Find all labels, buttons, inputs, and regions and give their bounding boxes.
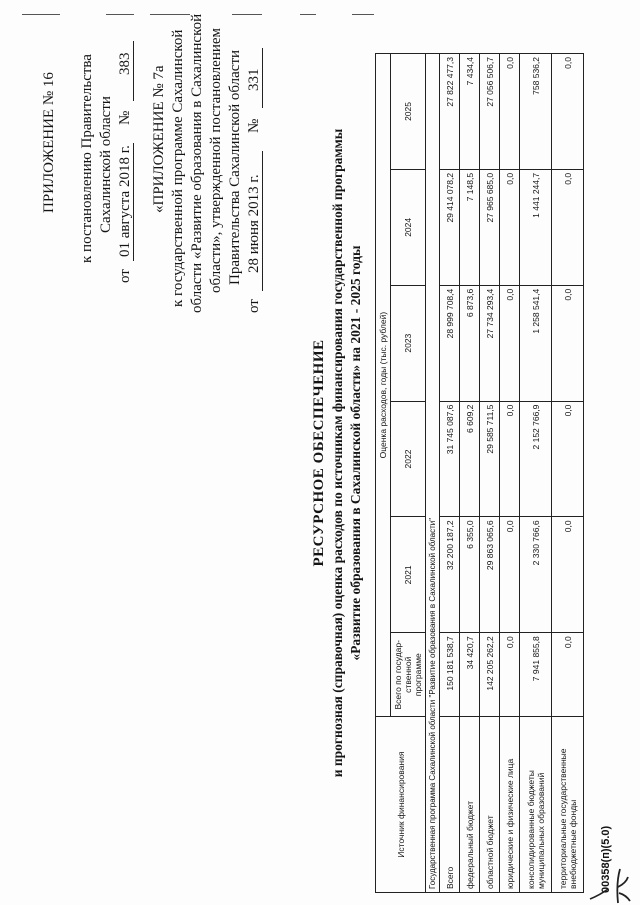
row-total: 0,0 — [552, 633, 584, 717]
program-row — [426, 54, 440, 893]
row-value: 0,0 — [500, 285, 520, 401]
row-value: 1 441 244,7 — [520, 169, 552, 285]
row-value: 7 148,5 — [460, 169, 480, 285]
row-value: 32 200 187,2 — [440, 517, 460, 633]
row-total: 34 420,7 — [460, 633, 480, 717]
previous-appendix-line: к государственной программе Сахалинской — [170, 29, 186, 307]
appendix-line: к постановлению Правительства — [79, 54, 95, 263]
row-value: 31 745 087,6 — [440, 401, 460, 517]
row-value: 0,0 — [500, 401, 520, 517]
table-row — [480, 54, 500, 893]
handwritten-mark — [586, 865, 632, 905]
row-value: 0,0 — [500, 517, 520, 633]
header-total: Всего по государ-ственной программе — [391, 633, 426, 717]
row-value: 27 822 477,3 — [440, 54, 460, 170]
number-underline — [262, 48, 263, 108]
row-value: 0,0 — [552, 517, 584, 633]
table-header-row — [376, 54, 391, 893]
row-value: 0,0 — [552, 54, 584, 170]
document-code: 00358(п)(5.0) — [600, 825, 612, 893]
previous-appendix-date: 28 июня 2013 г. — [246, 174, 262, 273]
row-label: Всего — [440, 717, 460, 893]
header-year: 2022 — [391, 401, 426, 517]
appendix-date: 01 августа 2018 г. — [117, 145, 133, 257]
appendix-date-line — [116, 23, 136, 283]
row-label: федеральный бюджет — [460, 717, 480, 893]
row-value: 29 414 078,2 — [440, 169, 460, 285]
header-source: Источник финансирования — [376, 717, 426, 893]
appendix-line: Сахалинской области — [98, 96, 114, 233]
row-label: территориальные государственные внебюджетные фонды — [552, 717, 584, 893]
row-value: 6 873,6 — [460, 285, 480, 401]
previous-appendix-title: «ПРИЛОЖЕНИЕ № 7а — [151, 65, 167, 213]
document-heading: РЕСУРСНОЕ ОБЕСПЕЧЕНИЕ — [311, 339, 327, 567]
row-value: 758 536,2 — [520, 54, 552, 170]
number-underline — [133, 41, 134, 101]
header-year: 2024 — [391, 169, 426, 285]
table-row — [500, 54, 520, 893]
date-underline — [262, 151, 263, 291]
appendix-number: 383 — [117, 52, 133, 75]
previous-appendix-line: Правительства Сахалинской области — [227, 49, 243, 285]
date-underline — [133, 143, 134, 261]
row-total: 142 205 262,2 — [480, 633, 500, 717]
row-value: 0,0 — [552, 401, 584, 517]
header-estimate: Оценка расходов, годы (тыс. рублей) — [376, 54, 391, 717]
row-value: 27 056 506,7 — [480, 54, 500, 170]
row-value: 6 609,2 — [460, 401, 480, 517]
header-year: 2021 — [391, 517, 426, 633]
row-value: 29 585 711,5 — [480, 401, 500, 517]
row-value: 1 258 541,4 — [520, 285, 552, 401]
previous-appendix-line: области», утвержденной постановлением — [208, 27, 224, 293]
row-value: 7 434,4 — [460, 54, 480, 170]
date-prefix: от — [117, 269, 133, 283]
row-value: 28 999 708,4 — [440, 285, 460, 401]
row-value: 27 734 293,4 — [480, 285, 500, 401]
table-row — [552, 54, 584, 893]
table-row — [440, 54, 460, 893]
row-total: 0,0 — [500, 633, 520, 717]
funding-table — [375, 53, 584, 893]
previous-appendix-date-line — [245, 13, 265, 313]
row-value: 6 355,0 — [460, 517, 480, 633]
number-sign: № — [117, 110, 133, 125]
row-value: 29 863 065,6 — [480, 517, 500, 633]
appendix-title: ПРИЛОЖЕНИЕ № 16 — [41, 72, 57, 213]
table-row — [520, 54, 552, 893]
row-value: 2 152 766,9 — [520, 401, 552, 517]
document-subheading: «Развитие образования в Сахалинской области» на 2021 - 2025 годы — [348, 245, 363, 661]
row-total: 150 181 538,7 — [440, 633, 460, 717]
row-label: юридические и физические лица — [500, 717, 520, 893]
previous-appendix-line: области «Развитие образования в Сахалинской — [189, 13, 205, 313]
date-prefix: от — [246, 299, 262, 313]
row-value: 0,0 — [552, 169, 584, 285]
program-title: Государственная программа Сахалинской области "Развитие образования в Сахалинской области" — [426, 54, 440, 893]
row-value: 2 330 766,6 — [520, 517, 552, 633]
row-value: 0,0 — [500, 169, 520, 285]
previous-appendix-number: 331 — [246, 68, 262, 91]
row-value: 0,0 — [500, 54, 520, 170]
row-label: областной бюджет — [480, 717, 500, 893]
row-value: 27 965 685,0 — [480, 169, 500, 285]
row-total: 7 941 855,8 — [520, 633, 552, 717]
row-label: консолидированные бюджеты муниципальных образований — [520, 717, 552, 893]
rotated-page — [20, 13, 620, 893]
table-row — [460, 54, 480, 893]
row-value: 0,0 — [552, 285, 584, 401]
header-year: 2025 — [391, 54, 426, 170]
document-subheading: и прогнозная (справочная) оценка расходов по источникам финансирования государственной программы — [330, 128, 345, 778]
header-year: 2023 — [391, 285, 426, 401]
number-sign: № — [246, 118, 262, 133]
